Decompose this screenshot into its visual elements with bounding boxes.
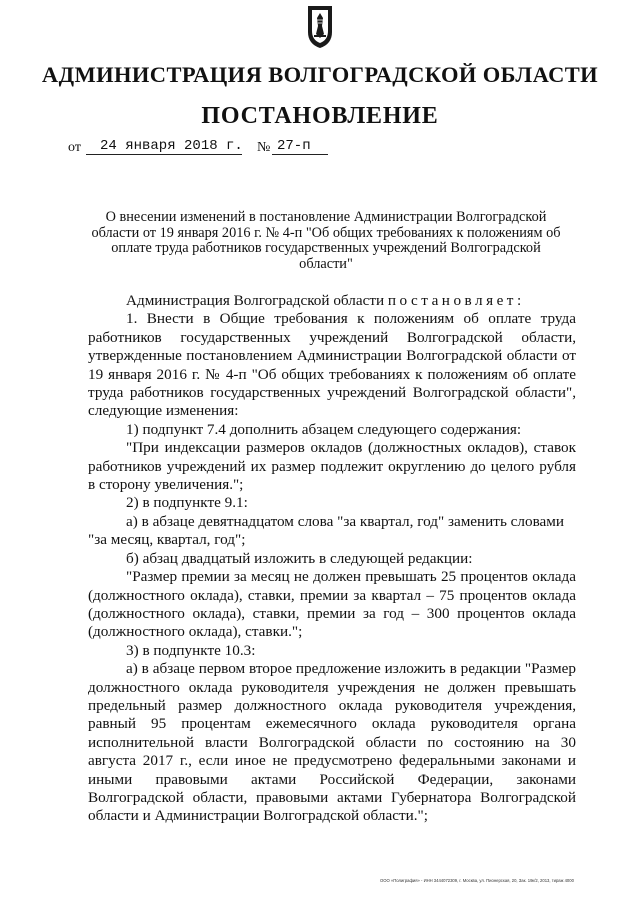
volgograd-emblem-icon	[305, 4, 335, 50]
organization-name: АДМИНИСТРАЦИЯ ВОЛГОГРАДСКОЙ ОБЛАСТИ	[41, 62, 599, 87]
body-paragraph: а) в абзаце первом второе предложение изложить в редакции "Размер должностного оклада руководителя учреждения не должен превышать предельный размер должностного оклада руководителя учреждения, равный 95 процентам ежемесячного оклада руководителя органа исполнительной власти Волгоградской области по состоянию на 30 августа 2017 г., если иное не предусмотрено федеральными законами и иными правовыми актами Российской Федерации, законами Волгоградской области, правовыми актами Губернатора Волгоградской области и Администрации Волгоградской области.";	[88, 660, 576, 825]
body-paragraph: б) абзац двадцатый изложить в следующей редакции:	[126, 549, 473, 567]
body-paragraph: 1) подпункт 7.4 дополнить абзацем следующего содержания:	[126, 420, 522, 438]
body-paragraph: а) в абзаце девятнадцатом слова "за квартал, год" заменить словами	[126, 512, 565, 530]
number-underline	[272, 154, 328, 155]
body-paragraph: "за месяц, квартал, год";	[88, 531, 246, 549]
document-title: О внесении изменений в постановление Администрации Волгоградской области от 19 января 2016 г. № 4-п "Об общих требованиях к положениям об оплате труда работников государственных учреждений Волгоградской области"	[91, 209, 561, 272]
intro-paragraph	[88, 292, 576, 310]
date-underline	[86, 154, 242, 155]
document-type: ПОСТАНОВЛЕНИЕ	[201, 103, 439, 129]
date-prefix: от	[68, 140, 81, 155]
number-prefix: №	[257, 140, 271, 155]
document-number: 27-п	[277, 138, 311, 154]
body-paragraph: "Размер премии за месяц не должен превышать 25 процентов оклада (должностного оклада), ставки, премии за квартал – 75 процентов оклада (должностного оклада), ставки, премии за год – 300 процентов оклада (должностного оклада), ставки.";	[88, 568, 576, 641]
body-paragraph: 2) в подпункте 9.1:	[126, 494, 248, 512]
intro-lead: Администрация Волгоградской области	[126, 292, 385, 309]
printer-footer: ООО «Полиграфия» - ИНН 3444072309, г. Москва, ул. Пионерская, 20, Зак. 19к/2, 2013, тираж 4000	[380, 878, 574, 883]
body-paragraph: 1. Внести в Общие требования к положениям об оплате труда работников государственных учреждений Волгоградской области, утвержденные постановлением Администрации Волгоградской области от 19 января 2016 г. № 4-п "Об общих требованиях к положениям об оплате труда работников государственных учреждений Волгоградской области", следующие изменения:	[88, 310, 576, 420]
intro-verb: постановляет:	[387, 292, 525, 309]
document-body	[88, 292, 576, 826]
body-paragraph: "При индексации размеров окладов (должностных окладов), ставок работников учреждений их размер подлежит округлению до целого рубля в сторону увеличения.";	[88, 439, 576, 494]
document-date: 24 января 2018 г.	[100, 138, 243, 154]
body-paragraph: 3) в подпункте 10.3:	[126, 641, 256, 659]
